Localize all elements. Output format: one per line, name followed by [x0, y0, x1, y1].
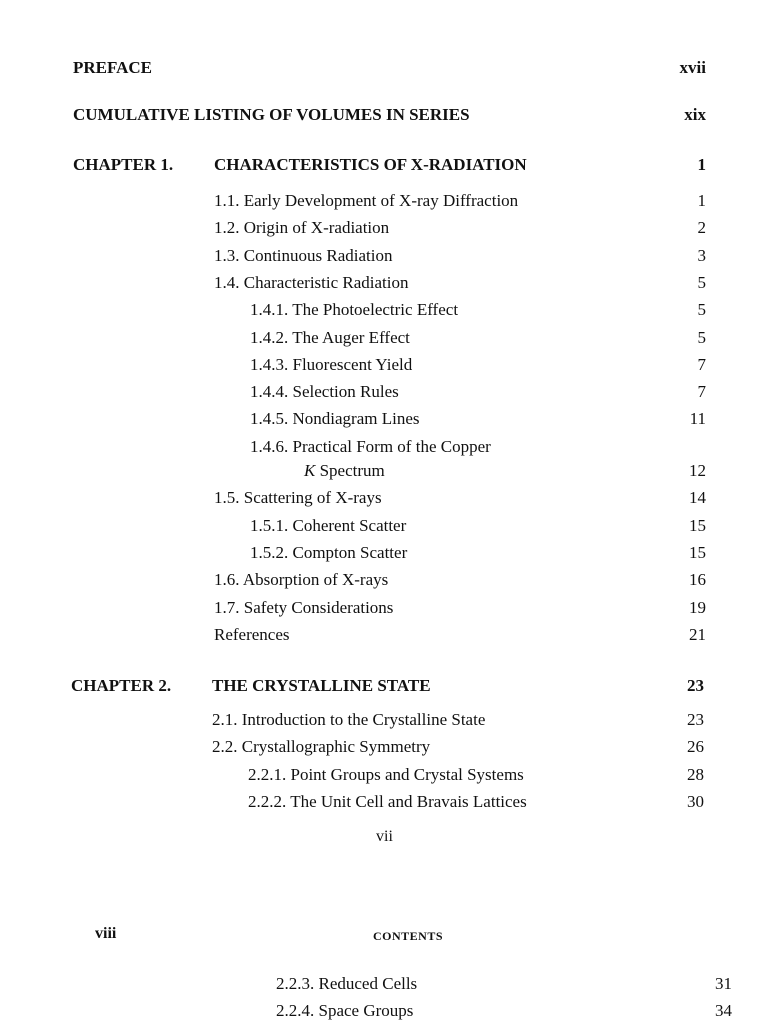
entry-page: 5 [697, 273, 706, 292]
entry-page: 2 [697, 218, 706, 237]
chapter-2-title: THE CRYSTALLINE STATE [212, 676, 431, 695]
toc-entry [214, 218, 389, 238]
entry-title: Scattering of X-rays [243, 488, 382, 507]
entry-title: Reduced Cells [318, 974, 418, 993]
toc-entry [250, 382, 399, 402]
toc-entry [248, 765, 524, 785]
entry-number: 1.2. [214, 218, 240, 237]
entry-number: 1.4. [214, 273, 240, 292]
entry-title: Characteristic Radiation [243, 273, 409, 292]
entry-number: 1.6. [214, 570, 240, 589]
entry-number: 1.4.5. [250, 409, 289, 428]
chapter-2-page: 23 [687, 676, 704, 695]
entry-title: Early Development of X-ray Diffraction [243, 191, 519, 210]
entry-title-continuation: K Spectrum [304, 461, 385, 480]
entry-title: Absorption of X-rays [242, 570, 389, 589]
entry-number: 1.4.1. [250, 300, 289, 319]
entry-page: 5 [697, 300, 706, 319]
entry-number: 2.2. [212, 737, 238, 756]
toc-entry [212, 710, 485, 730]
entry-number: 2.1. [212, 710, 238, 729]
entry-page: 11 [689, 409, 706, 428]
entry-page: 34 [715, 1001, 732, 1020]
entry-page: 26 [687, 737, 704, 756]
chapter-2-label: CHAPTER 2. [71, 676, 172, 695]
toc-entry-references: References [214, 625, 290, 644]
toc-entry [214, 191, 518, 211]
entry-title: Origin of X-radiation [243, 218, 390, 237]
toc-entry [248, 792, 527, 812]
chapter-1-title: CHARACTERISTICS OF X-RADIATION [214, 155, 527, 174]
entry-page: 15 [689, 543, 706, 562]
toc-entry [214, 246, 393, 266]
entry-number: 2.2.4. [276, 1001, 315, 1020]
toc-entry [212, 737, 430, 757]
toc-entry [276, 974, 417, 994]
chapter-1-page: 1 [697, 155, 706, 174]
toc-entry [214, 598, 393, 618]
entry-title: The Auger Effect [292, 328, 410, 347]
toc-entry [250, 437, 491, 457]
entry-title: Safety Considerations [243, 598, 394, 617]
toc-entry [250, 355, 412, 375]
entry-number: 1.7. [214, 598, 240, 617]
entry-number: 1.5. [214, 488, 240, 507]
entry-title: Nondiagram Lines [292, 409, 420, 428]
toc-title-preface: PREFACE [73, 58, 153, 77]
toc-entry [250, 516, 406, 536]
entry-title: Point Groups and Crystal Systems [290, 765, 524, 784]
toc-entry [276, 1001, 413, 1021]
entry-number: 2.2.2. [248, 792, 287, 811]
toc-entry [250, 543, 407, 563]
toc-entry [214, 488, 382, 508]
running-head: CONTENTS [373, 929, 444, 943]
entry-number: 2.2.3. [276, 974, 315, 993]
entry-title: The Photoelectric Effect [292, 300, 459, 319]
entry-number: 1.4.4. [250, 382, 289, 401]
entry-title: Compton Scatter [292, 543, 408, 562]
toc-entry [250, 328, 410, 348]
entry-title: Continuous Radiation [243, 246, 393, 265]
entry-page: 23 [687, 710, 704, 729]
toc-entry [250, 409, 420, 429]
entry-title: Introduction to the Crystalline State [241, 710, 486, 729]
entry-page: 28 [687, 765, 704, 784]
entry-title: Coherent Scatter [292, 516, 407, 535]
entry-page: 21 [689, 625, 706, 644]
entry-title: Space Groups [318, 1001, 414, 1020]
entry-page: 7 [697, 382, 706, 401]
entry-number: 1.4.2. [250, 328, 289, 347]
entry-title: The Unit Cell and Bravais Lattices [290, 792, 527, 811]
entry-page: 16 [689, 570, 706, 589]
entry-title: Practical Form of the Copper [292, 437, 491, 456]
entry-number: 1.3. [214, 246, 240, 265]
entry-number: 1.1. [214, 191, 240, 210]
entry-page: 1 [697, 191, 706, 210]
entry-title: Crystallographic Symmetry [241, 737, 431, 756]
entry-title: Selection Rules [292, 382, 399, 401]
entry-page: 14 [689, 488, 706, 507]
toc-page-preface: xvii [679, 58, 706, 77]
entry-number: 1.4.3. [250, 355, 289, 374]
entry-page: 3 [697, 246, 706, 265]
entry-number: 1.5.2. [250, 543, 289, 562]
toc-entry [214, 273, 409, 293]
entry-page: 7 [697, 355, 706, 374]
page-folio: viii [95, 925, 117, 942]
toc-entry [214, 570, 388, 590]
entry-page: 30 [687, 792, 704, 811]
page-folio: vii [376, 828, 393, 845]
entry-number: 1.5.1. [250, 516, 289, 535]
entry-number: 2.2.1. [248, 765, 287, 784]
entry-page: 15 [689, 516, 706, 535]
entry-page: 31 [715, 974, 732, 993]
toc-title-cumulative-listing: CUMULATIVE LISTING OF VOLUMES IN SERIES [73, 105, 470, 124]
entry-page: 19 [689, 598, 706, 617]
entry-number: 1.4.6. [250, 437, 289, 456]
entry-page: 12 [689, 461, 706, 480]
toc-entry [250, 300, 458, 320]
entry-title: Fluorescent Yield [292, 355, 413, 374]
chapter-1-label: CHAPTER 1. [73, 155, 174, 174]
toc-page-cumulative-listing: xix [684, 105, 706, 124]
entry-page: 5 [697, 328, 706, 347]
